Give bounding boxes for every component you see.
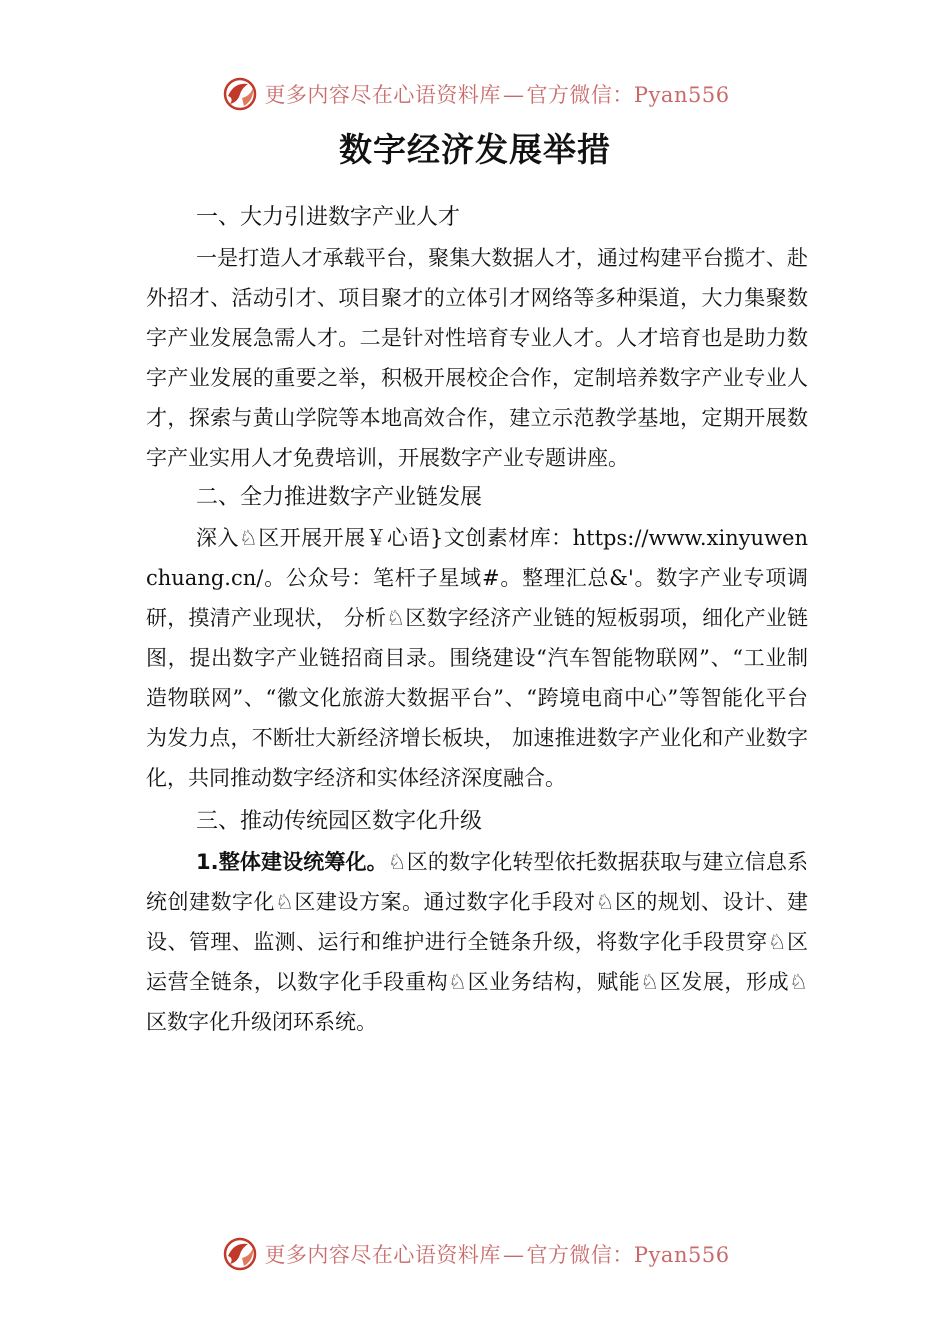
- banner-main: 更多内容尽在心语资料库: [264, 83, 501, 107]
- section-2: [146, 478, 808, 798]
- logo-icon: [220, 1234, 260, 1274]
- section-paragraph: 一是打造人才承载平台，聚集大数据人才，通过构建平台揽才、赴外招才、活动引才、项目聚才的立体引才网络等多种渠道，大力集聚数字产业发展急需人才。二是针对性培育专业人才。人才培育也是助力数字产业发展的重要之举，积极开展校企合作，定制培养数字产业专业人才，探索与黄山学院等本地高效合作，建立示范教学基地，定期开展数字产业实用人才免费培训，开展数字产业专题讲座。: [146, 246, 808, 470]
- page-title: 数字经济发展举措: [339, 130, 611, 169]
- banner-text: [264, 79, 729, 109]
- section-heading: 二、全力推进数字产业链发展: [196, 485, 483, 510]
- banner-main: 更多内容尽在心语资料库: [264, 1243, 501, 1267]
- section-3: [146, 802, 808, 1042]
- paragraph-text: ♘区的数字化转型依托数据获取与建立信息系统创建数字化♘区建设方案。通过数字化手段对♘区的规划、设计、建设、管理、监测、运行和维护进行全链条升级，将数字化手段贯穿♘区运营全链条，以数字化手段重构♘区业务结构，赋能♘区发展，形成♘区数字化升级闭环系统。: [146, 850, 809, 1034]
- section-paragraph: 深入♘区开展开展￥心语}文创素材库：https://www.xinyuwenchuang.cn/。公众号：笔杆子星域#。整理汇总&'。数字产业专项调研，摸清产业现状， 分析♘区数字经济产业链的短板弱项，细化产业链图，提出数字产业链招商目录。围绕建设“汽车智能物联网”、“工业制造物联网”、“徽文化旅游大数据平台”、“跨境电商中心”等智能化平台为发力点，不断壮大新经济增长板块， 加速推进数字产业化和产业数字化，共同推动数字经济和实体经济深度融合。: [146, 526, 808, 790]
- document-body: [146, 198, 808, 1042]
- section-heading: 一、大力引进数字产业人才: [196, 205, 461, 230]
- banner-wechat: 官方微信：Pyan556: [526, 1243, 730, 1267]
- section-paragraph: [146, 842, 808, 1042]
- banner-separator: —: [502, 1243, 525, 1267]
- paragraph-lead: 1.整体建设统筹化。: [196, 850, 388, 874]
- section-heading: 三、推动传统园区数字化升级: [196, 809, 483, 834]
- logo-icon: [220, 74, 260, 114]
- header-banner: [0, 72, 950, 116]
- banner-wechat: 官方微信：Pyan556: [526, 83, 730, 107]
- footer-banner: [0, 1232, 950, 1276]
- banner-separator: —: [502, 83, 525, 107]
- banner-text: [264, 1239, 729, 1269]
- section-1: [146, 198, 808, 478]
